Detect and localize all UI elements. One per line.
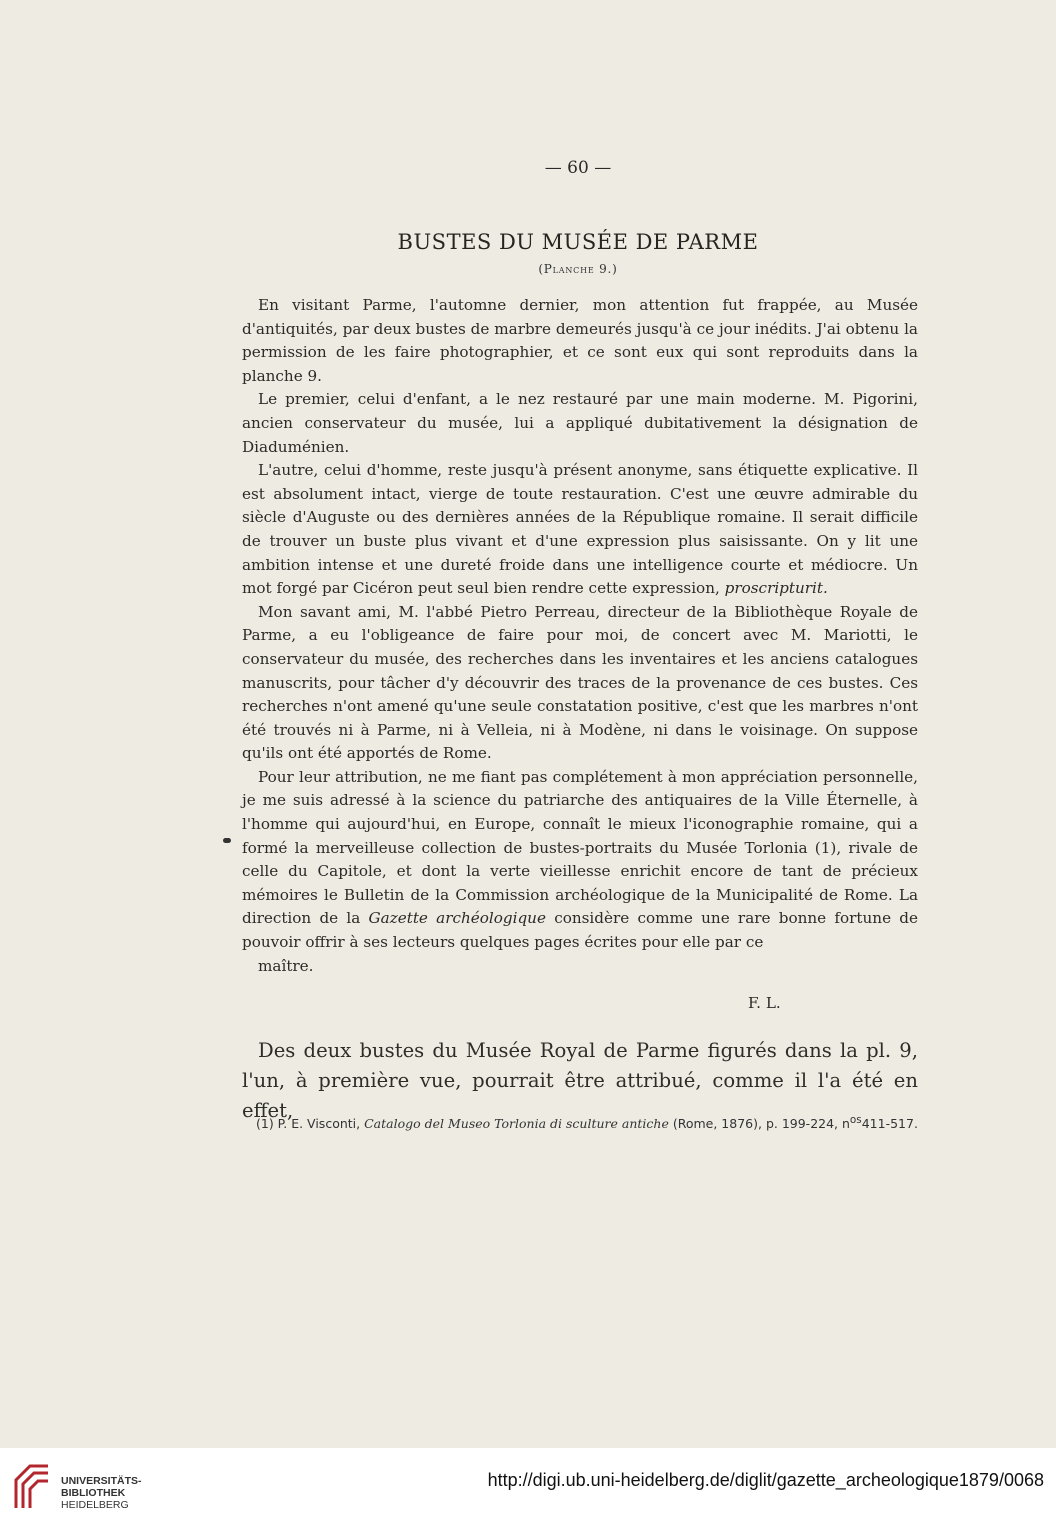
footnote-nums: 411-517. (861, 1116, 918, 1132)
paragraph-5 (242, 766, 918, 978)
paragraph-2: Le premier, celui d'enfant, a le nez restauré par une main moderne. M. Pigorini, ancien conservateur du musée, lui a appliqué dubitativement la désignation de Diaduménien. (242, 390, 918, 456)
paragraph-1: En visitant Parme, l'automne dernier, mon attention fut frappée, au Musée d'antiquités, par deux bustes de marbre demeurés jusqu'à ce jour inédits. J'ai obtenu la permission de les faire photographier, et ce sont eux qui sont reproduits dans la planche 9. (242, 296, 918, 385)
paragraph-3 (242, 459, 918, 601)
source-url[interactable]: http://digi.ub.uni-heidelberg.de/diglit/gazette_archeologique1879/0068 (487, 1470, 1044, 1490)
continuation-paragraph: Des deux bustes du Musée Royal de Parme figurés dans la pl. 9, l'un, à première vue, pourrait être attribué, comme il l'a été en effet, (242, 1039, 918, 1122)
footnote (256, 1114, 920, 1131)
footer-bar (0, 1448, 1056, 1536)
italic-word: proscripturit. (724, 579, 828, 598)
page-number: — 60 — (544, 158, 612, 178)
footnote-rest: (Rome, 1876), p. 199-224, n (672, 1116, 850, 1132)
paragraph-4: Mon savant ami, M. l'abbé Pietro Perreau, directeur de la Bibliothèque Royale de Parme, a eu l'obligeance de faire pour moi, de concert avec M. Mariotti, le conservateur du musée, des recherches dans les inventaires et les anciens catalogues manuscrits, pour tâcher d'y découvrir des traces de la provenance de ces bustes. Ces recherches n'ont amené qu'une seule constatation positive, c'est que les marbres n'ont été trouvés ni à Parme, ni à Velleia, ni à Modène, ni dans le voisinage. On suppose qu'ils ont été apportés de Rome. (242, 602, 918, 763)
footnote-title: Catalogo del Museo Torlonia di sculture antiche (364, 1116, 669, 1132)
library-line-1: UNIVERSITÄTS- (61, 1475, 142, 1487)
footnote-marker: (1) P. E. Visconti, (256, 1116, 361, 1132)
footnote-sup: os (849, 1114, 862, 1126)
continuation-text (242, 1036, 918, 1126)
signature: F. L. (748, 994, 781, 1012)
library-name (61, 1475, 142, 1511)
library-line-2: BIBLIOTHEK (61, 1487, 126, 1499)
article-body (242, 294, 918, 978)
paragraph-3-text: L'autre, celui d'homme, reste jusqu'à présent anonyme, sans étiquette explicative. Il est absolument intact, vierge de toute restauration. C'est une œuvre admirable du siècle d'Auguste ou des dernières années de la République romaine. Il serait difficile de trouver un buste plus vivant et d'une expression plus saisissante. On y lit une ambition intense et une dureté froide dans une intelligence courte et médiocre. Un mot forgé par Cicéron peut seul bien rendre cette expression, (242, 461, 918, 598)
library-line-3: HEIDELBERG (61, 1499, 129, 1511)
paragraph-5-text-a: Pour leur attribution, ne me fiant pas complétement à mon appréciation personnelle, je me suis adressé à la science du patriarche des antiquaires de la Ville Éternelle, à l'homme qui aujourd'hui, en Europe, connaît le mieux l'iconographie romaine, qui a formé la merveilleuse collection de bustes-portraits du Musée Torlonia (1), rivale de celle du Capitole, et dont la verte vieillesse enrichit encore de tant de précieux mémoires le Bulletin de la Commission archéologique de la Municipalité de Rome. La direction de la (242, 767, 918, 928)
article-title: BUSTES DU MUSÉE DE PARME (397, 230, 759, 254)
paragraph-5-text-b: considère comme une rare bonne fortune de pouvoir offrir à ses lecteurs quelques pages écrites pour elle par ce (242, 909, 918, 952)
margin-mark (223, 838, 231, 843)
university-library-logo-icon (12, 1462, 52, 1512)
paragraph-5-end: maître. (258, 956, 314, 975)
journal-name: Gazette archéologique (368, 909, 546, 928)
plate-reference: (Planche 9.) (538, 262, 618, 276)
